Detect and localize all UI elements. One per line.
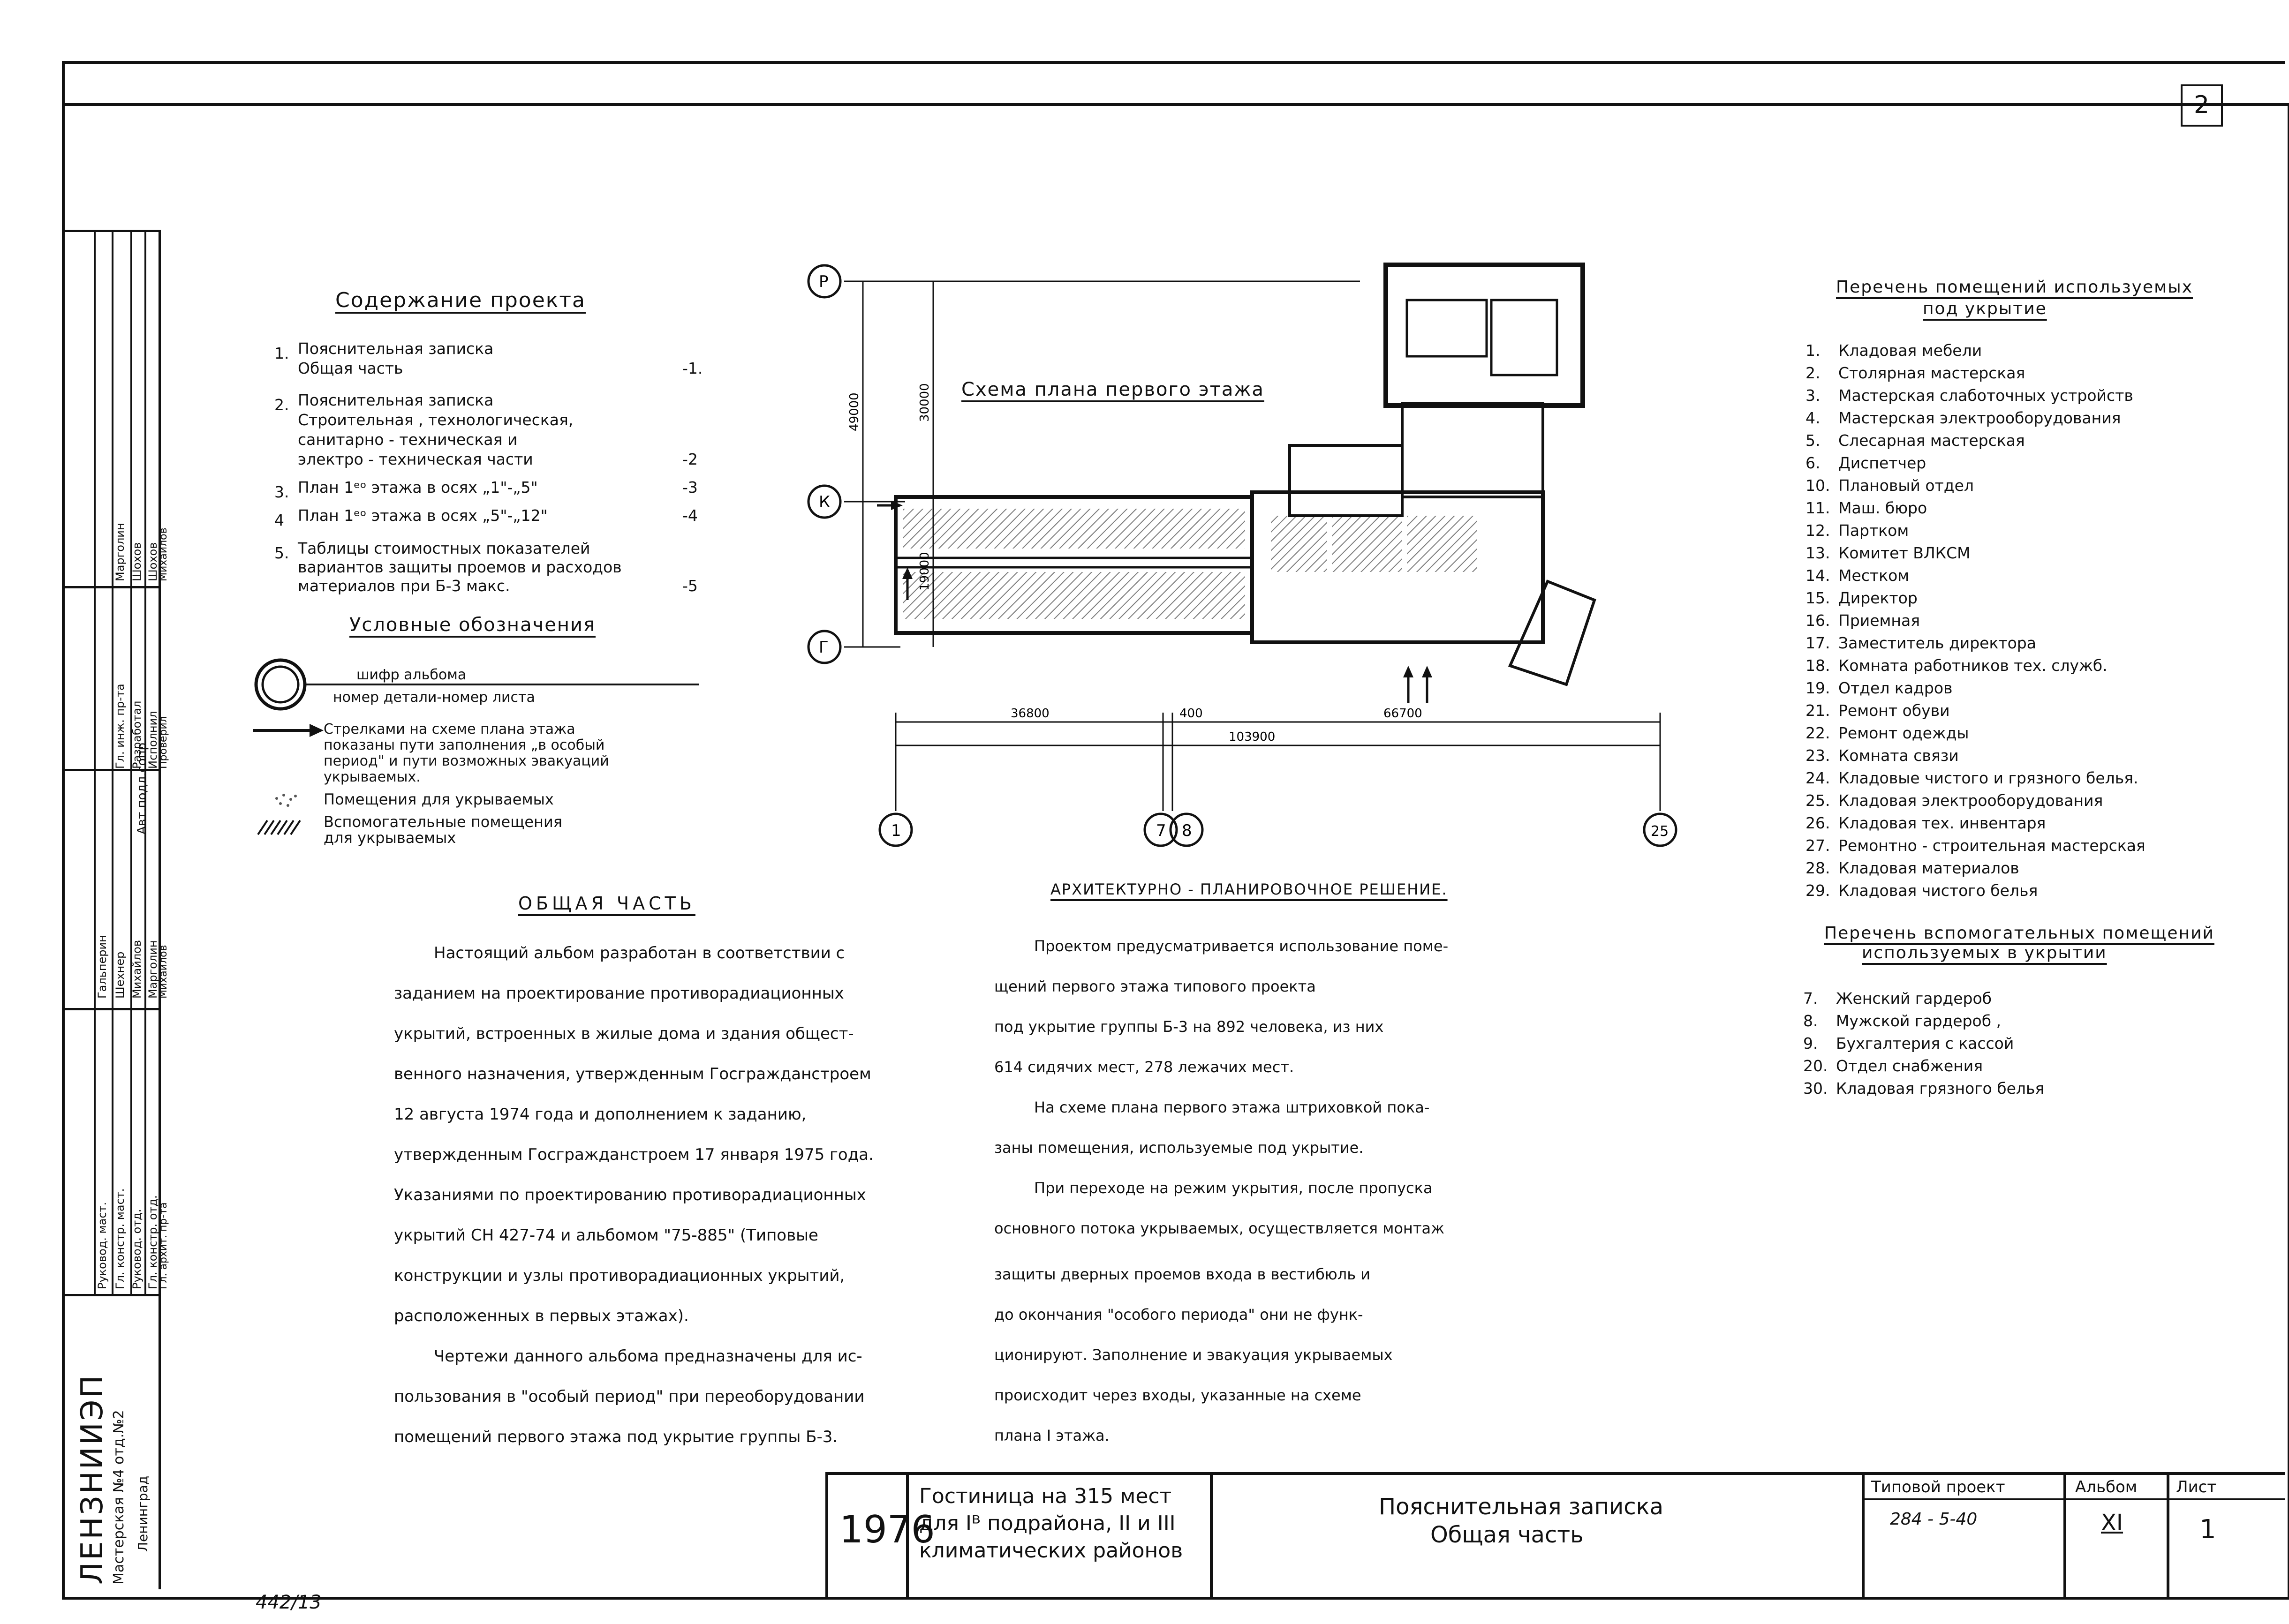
- list-item: 17. Заместитель директора: [1806, 634, 2036, 652]
- legend-circle-top: шифр альбома: [356, 667, 467, 683]
- aux-title-1: Перечень вспомогательных помещений: [1824, 924, 2214, 943]
- side-role: Руковод. отд.: [130, 1209, 144, 1289]
- rooms-title-1: Перечень помещений используемых: [1836, 278, 2193, 297]
- list-item: 26. Кладовая тех. инвентаря: [1806, 814, 2046, 832]
- list-item: 28. Кладовая материалов: [1806, 859, 2019, 877]
- title-block: [825, 1472, 2285, 1597]
- side-role: Руковод. маст.: [96, 1202, 109, 1289]
- list-item: 11. Маш. бюро: [1806, 499, 1927, 517]
- album-value: XI: [2101, 1510, 2123, 1536]
- list-item: 19. Отдел кадров: [1806, 679, 1953, 697]
- arch-title: АРХИТЕКТУРНО - ПЛАНИРОВОЧНОЕ РЕШЕНИЕ.: [1050, 880, 1448, 898]
- side-role: Гл. архит. пр-та: [158, 1202, 169, 1289]
- list-item: 1. Кладовая мебели: [1806, 341, 1982, 360]
- side-name: Марголин: [146, 940, 159, 999]
- legend-title: Условные обозначения: [349, 614, 596, 636]
- sheet-number: 2: [2194, 91, 2210, 119]
- list-item: 12. Партком: [1806, 521, 1909, 540]
- list-item: 20. Отдел снабжения: [1803, 1057, 1983, 1075]
- arch-text: Проектом предусматривается использование поме- щений первого этажа типового проекта под укрытие группы Б-3 на 892 человека, из них 614 сидячих мест, 278 лежачих мест. На схеме плана первого этажа штриховкой пока- заны помещения, используемые под укрытие. При переходе на режим укрытия, после пропуска основного потока укрываемых, осуществляется монтаж защиты дверных проемов входа в вестибюль и до окончания "особого периода" они не функ- ционируют. Заполнение и эвакуация укрываемых происходит через входы, указанные на схеме плана I этажа.: [994, 937, 1449, 1444]
- side-role: Гл. констр. маст.: [113, 1188, 127, 1289]
- floor-plan-drawing: [797, 253, 1735, 863]
- list-item: 8. Мужской гардероб ,: [1803, 1012, 2002, 1030]
- dim-label: 30000: [918, 383, 932, 422]
- list-item: 9. Бухгалтерия с кассой: [1803, 1034, 2014, 1053]
- axis-label: Г: [819, 638, 829, 657]
- list-item: 5. Слесарная мастерская: [1806, 431, 2025, 450]
- aux-title-2: используемых в укрытии: [1862, 943, 2107, 962]
- stamp-year: 1976: [839, 1508, 935, 1551]
- stamp-doc-line: Пояснительная записка: [1379, 1494, 1664, 1520]
- list-item: 4. Мастерская электрооборудования: [1806, 409, 2121, 427]
- axis-label: 25: [1651, 823, 1669, 840]
- contents-title: Содержание проекта: [335, 288, 586, 312]
- axis-label: Р: [819, 272, 829, 291]
- axis-label: 1: [891, 821, 901, 840]
- side-name: Михайлов: [130, 940, 144, 999]
- dim-label: 36800: [1011, 707, 1050, 721]
- aux-list: [1803, 989, 2225, 1111]
- sheet-value: 1: [2199, 1514, 2216, 1545]
- legend: шифр альбома номер детали-номер листа Стрелками на схеме плана этажа показаны пути заполнения „в особый период" и пути возможных эвакуаций укрываемых. Помещения для укрываемых Вспомогательные помещения для укрываемых: [249, 656, 718, 853]
- side-name: Гальперин: [96, 935, 109, 999]
- list-item: 14. Местком: [1806, 566, 1910, 585]
- project-label: Типовой проект: [1871, 1478, 2005, 1496]
- side-stamp: [65, 230, 169, 1589]
- side-org: ЛЕНЗНИИЭП: [75, 1373, 110, 1585]
- footer-mark: 442/13: [256, 1592, 322, 1613]
- general-title: ОБЩАЯ ЧАСТЬ: [518, 893, 695, 914]
- list-item: 25. Кладовая электрооборудования: [1806, 791, 2103, 810]
- floor-plan: [797, 253, 1735, 863]
- rooms-title-2: под укрытие: [1923, 299, 2047, 318]
- list-item: 29. Кладовая чистого белья: [1806, 881, 2038, 900]
- list-item: 15. Директор: [1806, 589, 1918, 607]
- list-item: 27. Ремонтно - строительная мастерская: [1806, 836, 2145, 855]
- left-frame-line: [62, 61, 65, 106]
- list-item: 10. Плановый отдел: [1806, 476, 1974, 495]
- side-role2: Исполнил: [146, 711, 159, 769]
- list-item: 30. Кладовая грязного белья: [1803, 1079, 2045, 1098]
- side-workshop: Мастерская №4 отд.№2: [111, 1410, 127, 1585]
- stamp-object-line: климатических районов: [919, 1539, 1183, 1563]
- list-item: 21. Ремонт обуви: [1806, 701, 1950, 720]
- dim-label: 66700: [1383, 707, 1422, 721]
- project-value: 284 - 5-40: [1890, 1510, 1978, 1529]
- side-role2: Гл. инж. пр-та: [113, 684, 127, 769]
- side-header: Авт.подл.сопр: [135, 743, 149, 835]
- list-item: 24. Кладовые чистого и грязного белья.: [1806, 769, 2138, 787]
- top-frame-line: [62, 61, 2285, 64]
- stamp-object-line: Гостиница на 315 мест: [919, 1484, 1172, 1508]
- side-city: Ленинград: [135, 1475, 151, 1552]
- list-item: 2. Столярная мастерская: [1806, 364, 2025, 382]
- axis-label: 7: [1156, 821, 1166, 840]
- stamp-doc-line: Общая часть: [1430, 1522, 1584, 1548]
- list-item: 7. Женский гардероб: [1803, 989, 1992, 1007]
- side-name2: Шохов: [146, 542, 159, 581]
- sheet-number-box: [2181, 84, 2223, 127]
- dim-label: 400: [1179, 707, 1203, 721]
- contents-list: 1. Пояснительная записка Общая часть -1. 2. Пояснительная записка Строительная , технологическая, санитарно - техническая и электро - техническая части -2 3. План 1ᵉᵒ этажа в осях „1"-„5" -3 4 План 1ᵉᵒ этажа в осях „5"-„12" -4 5. Таблицы стоимостных показателей вариантов защиты проемов и расходов материалов при Б-3 макс. -5: [274, 339, 703, 595]
- side-name2: Марголин: [113, 523, 127, 581]
- list-item: 18. Комната работников тех. служб.: [1806, 656, 2108, 675]
- side-role: Гл. констр. отд.: [146, 1195, 159, 1289]
- legend-circle-bottom: номер детали-номер листа: [333, 689, 535, 706]
- side-role2: Разработал: [130, 700, 144, 769]
- side-name2: Михайлов: [158, 527, 169, 581]
- legend-dots-label: Помещения для укрываемых: [324, 790, 554, 808]
- side-name2: Шохов: [130, 542, 144, 581]
- plan-title: Схема плана первого этажа: [961, 379, 1264, 400]
- list-item: 3. Мастерская слаботочных устройств: [1806, 386, 2133, 405]
- list-item: 6. Диспетчер: [1806, 454, 1926, 472]
- album-label: Альбом: [2075, 1478, 2138, 1496]
- axis-label: 8: [1182, 821, 1192, 840]
- dim-label: 103900: [1229, 730, 1276, 744]
- list-item: 23. Комната связи: [1806, 746, 1959, 765]
- dim-label: 49000: [847, 392, 861, 431]
- stamp-object-line: для Iᴮ подрайона, II и III: [919, 1511, 1176, 1535]
- side-name: Шехнер: [113, 951, 127, 999]
- list-item: 13. Комитет ВЛКСМ: [1806, 544, 1971, 562]
- list-item: 22. Ремонт одежды: [1806, 724, 1969, 742]
- dim-label: 19000: [918, 552, 932, 591]
- sheet-label: Лист: [2176, 1478, 2217, 1496]
- rooms-list: [1806, 341, 2274, 904]
- side-name: Михайлов: [158, 945, 169, 999]
- side-role2: Проверил: [158, 716, 169, 769]
- general-text: Настоящий альбом разработан в соответствии с заданием на проектирование противорадиационных укрытий, встроенных в жилые дома и здания общест- венного назначения, утвержденным Госгражданстроем 12 августа 1974 года и дополнением к заданию, утвержденным Госгражданстроем 17 января 1975 года. Указаниями по проектированию противорадиационных укрытий СН 427-74 и альбомом "75-885" (Типовые конструкции и узлы противорадиационных укрытий, расположенных в первых этажах). Чертежи данного альбома предназначены для ис- пользования в "особый период" при переоборудовании помещений первого этажа под укрытие группы Б-3.: [394, 944, 874, 1446]
- list-item: 16. Приемная: [1806, 611, 1920, 630]
- axis-label: К: [819, 493, 831, 511]
